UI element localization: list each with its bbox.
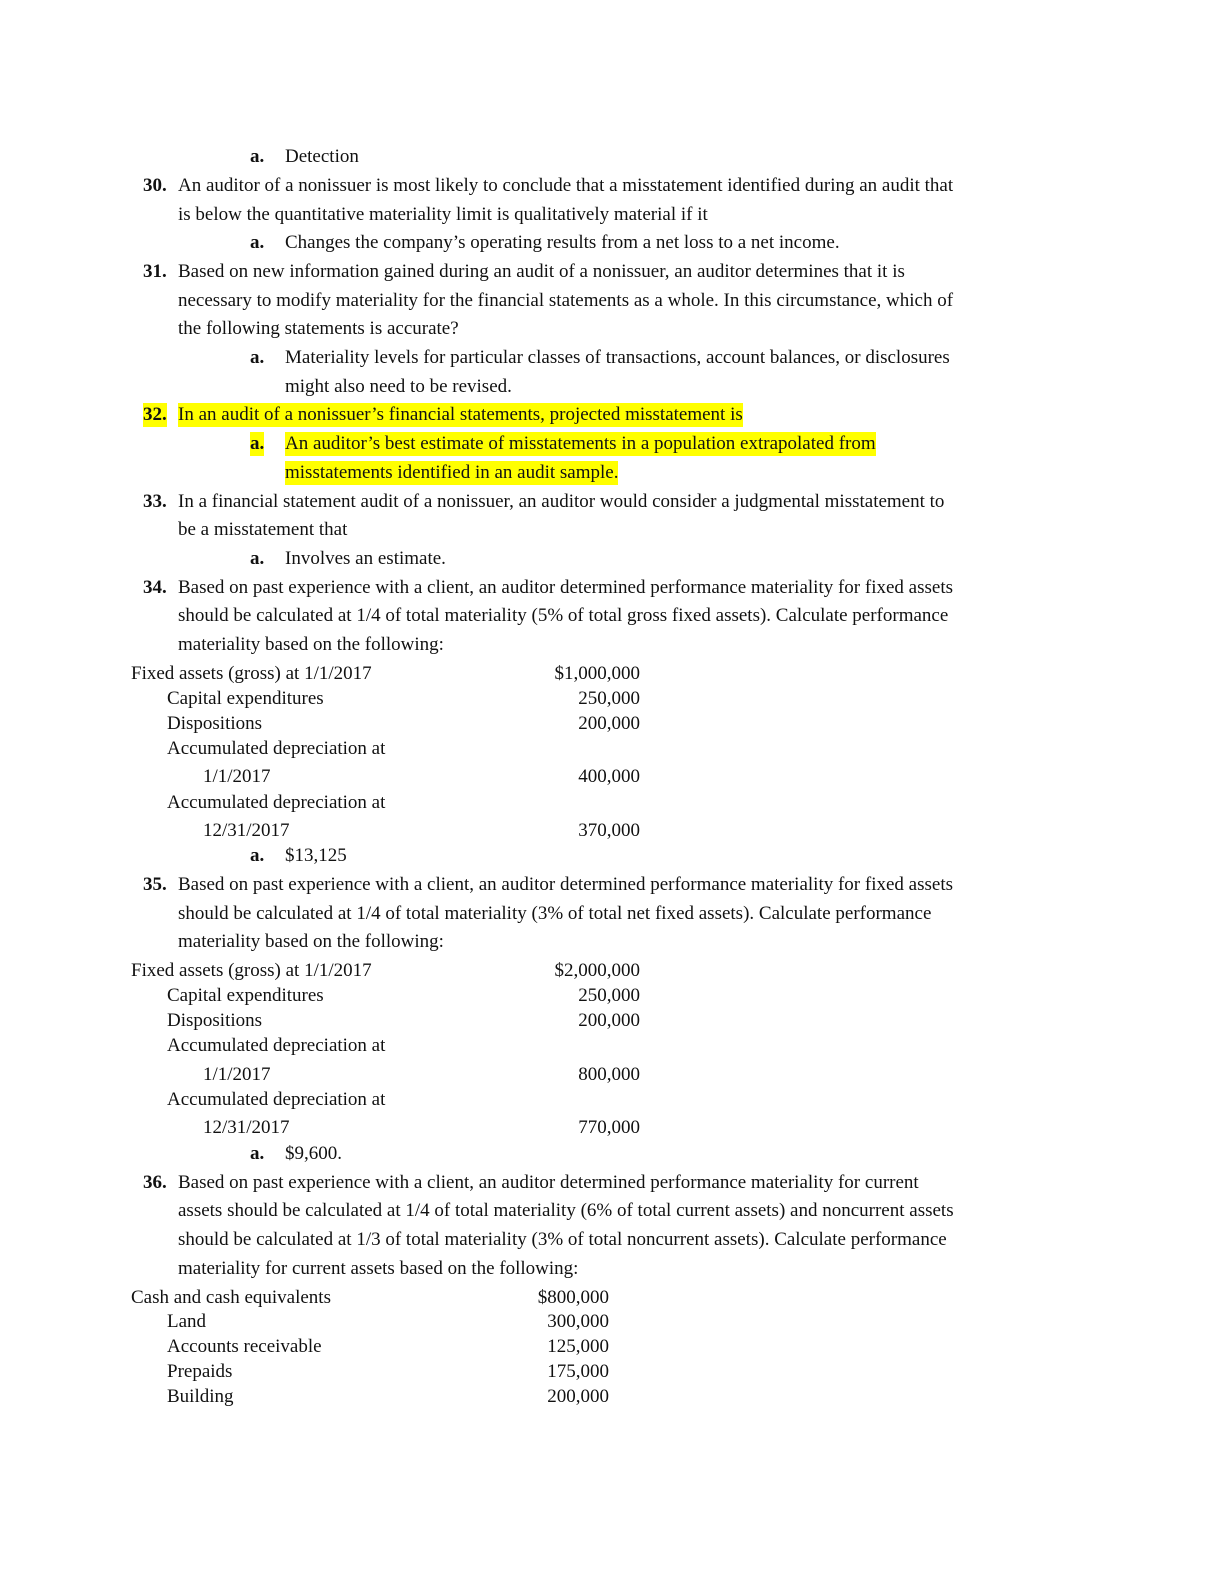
q35-table-label: Fixed assets (gross) at 1/1/2017 bbox=[131, 960, 372, 981]
q31-text-line: necessary to modify materiality for the financial statements as a whole. In this circumstance, which of bbox=[178, 290, 954, 311]
q34-number: 34. bbox=[143, 577, 167, 598]
q32-answer-line: misstatements identified in an audit sample. bbox=[285, 462, 619, 483]
q36-text-line: assets should be calculated at 1/4 of total materiality (6% of total current assets) and noncurrent assets bbox=[178, 1200, 954, 1221]
q34-table-value: 250,000 bbox=[578, 688, 640, 709]
q34-table-label: Accumulated depreciation at bbox=[167, 738, 386, 759]
q36-table-label: Cash and cash equivalents bbox=[131, 1287, 331, 1308]
q34-table-label: Dispositions bbox=[167, 713, 263, 734]
q36-table-label: Accounts receivable bbox=[167, 1336, 322, 1357]
q32-number: 32. bbox=[143, 404, 167, 425]
q32-answer-line: An auditor’s best estimate of misstatements in a population extrapolated from bbox=[285, 433, 876, 454]
q30-text-line: An auditor of a nonissuer is most likely to conclude that a misstatement identified during an audit that bbox=[178, 175, 954, 196]
q34-table-label: Accumulated depreciation at bbox=[167, 792, 386, 813]
q36-table-value: $800,000 bbox=[537, 1287, 609, 1308]
q30-number: 30. bbox=[143, 175, 167, 196]
q35-text-line: Based on past experience with a client, an auditor determined performance materiality for fixed assets bbox=[178, 874, 954, 895]
q33-text-line: be a misstatement that bbox=[178, 519, 348, 540]
q35-table-label: Accumulated depreciation at bbox=[167, 1089, 386, 1110]
q34-table-label: 1/1/2017 bbox=[203, 766, 271, 787]
q34-table-value: $1,000,000 bbox=[554, 663, 640, 684]
q29-option-label: a. bbox=[250, 146, 265, 167]
q35-table-label: Capital expenditures bbox=[167, 985, 324, 1006]
q35-option-label: a. bbox=[250, 1143, 265, 1164]
q32-text-line: In an audit of a nonissuer’s financial statements, projected misstatement is bbox=[178, 404, 743, 425]
q31-answer-line: might also need to be revised. bbox=[285, 376, 512, 397]
q35-table-value: 200,000 bbox=[578, 1010, 640, 1031]
q34-text-line: should be calculated at 1/4 of total materiality (5% of total gross fixed assets). Calculate performance bbox=[178, 605, 949, 626]
q34-text-line: materiality based on the following: bbox=[178, 634, 444, 655]
q35-text-line: should be calculated at 1/4 of total materiality (3% of total net fixed assets). Calculate performance bbox=[178, 903, 932, 924]
q34-table-value: 370,000 bbox=[578, 820, 640, 841]
q34-table-value: 200,000 bbox=[578, 713, 640, 734]
q36-text-line: Based on past experience with a client, an auditor determined performance materiality for current bbox=[178, 1172, 919, 1193]
q35-table-label: Accumulated depreciation at bbox=[167, 1035, 386, 1056]
q35-table-label: 12/31/2017 bbox=[203, 1117, 290, 1138]
q34-table-label: Capital expenditures bbox=[167, 688, 324, 709]
q33-answer: Involves an estimate. bbox=[285, 548, 446, 569]
q30-answer: Changes the company’s operating results from a net loss to a net income. bbox=[285, 232, 840, 253]
q34-table-label: Fixed assets (gross) at 1/1/2017 bbox=[131, 663, 372, 684]
q34-table-value: 400,000 bbox=[578, 766, 640, 787]
q36-text-line: should be calculated at 1/3 of total materiality (3% of total noncurrent assets). Calculate performance bbox=[178, 1229, 947, 1250]
q32-option-label: a. bbox=[250, 433, 265, 454]
q36-table-value: 175,000 bbox=[547, 1361, 609, 1382]
q35-table-value: 770,000 bbox=[578, 1117, 640, 1138]
q31-text-line: the following statements is accurate? bbox=[178, 318, 459, 339]
q31-number: 31. bbox=[143, 261, 167, 282]
q35-table-value: $2,000,000 bbox=[554, 960, 640, 981]
q36-table-value: 125,000 bbox=[547, 1336, 609, 1357]
q36-table-value: 300,000 bbox=[547, 1311, 609, 1332]
q33-number: 33. bbox=[143, 491, 167, 512]
q34-table-label: 12/31/2017 bbox=[203, 820, 290, 841]
q33-option-label: a. bbox=[250, 548, 265, 569]
q31-answer-line: Materiality levels for particular classes of transactions, account balances, or disclosures bbox=[285, 347, 950, 368]
q30-text-line: is below the quantitative materiality limit is qualitatively material if it bbox=[178, 204, 708, 225]
q35-answer: $9,600. bbox=[285, 1143, 342, 1164]
q35-text-line: materiality based on the following: bbox=[178, 931, 444, 952]
q34-answer: $13,125 bbox=[285, 845, 347, 866]
q35-number: 35. bbox=[143, 874, 167, 895]
q29-answer: Detection bbox=[285, 146, 359, 167]
q36-table-label: Prepaids bbox=[167, 1361, 233, 1382]
q31-text-line: Based on new information gained during an audit of a nonissuer, an auditor determines that it is bbox=[178, 261, 905, 282]
q36-table-label: Building bbox=[167, 1386, 234, 1407]
q35-table-value: 800,000 bbox=[578, 1064, 640, 1085]
q33-text-line: In a financial statement audit of a nonissuer, an auditor would consider a judgmental misstatement to bbox=[178, 491, 945, 512]
q36-table-value: 200,000 bbox=[547, 1386, 609, 1407]
q30-option-label: a. bbox=[250, 232, 265, 253]
q31-option-label: a. bbox=[250, 347, 265, 368]
q35-table-label: Dispositions bbox=[167, 1010, 263, 1031]
q35-table-label: 1/1/2017 bbox=[203, 1064, 271, 1085]
q36-number: 36. bbox=[143, 1172, 167, 1193]
q36-table-label: Land bbox=[167, 1311, 207, 1332]
q34-text-line: Based on past experience with a client, an auditor determined performance materiality for fixed assets bbox=[178, 577, 954, 598]
q36-text-line: materiality for current assets based on the following: bbox=[178, 1258, 579, 1279]
q34-option-label: a. bbox=[250, 845, 265, 866]
q35-table-value: 250,000 bbox=[578, 985, 640, 1006]
